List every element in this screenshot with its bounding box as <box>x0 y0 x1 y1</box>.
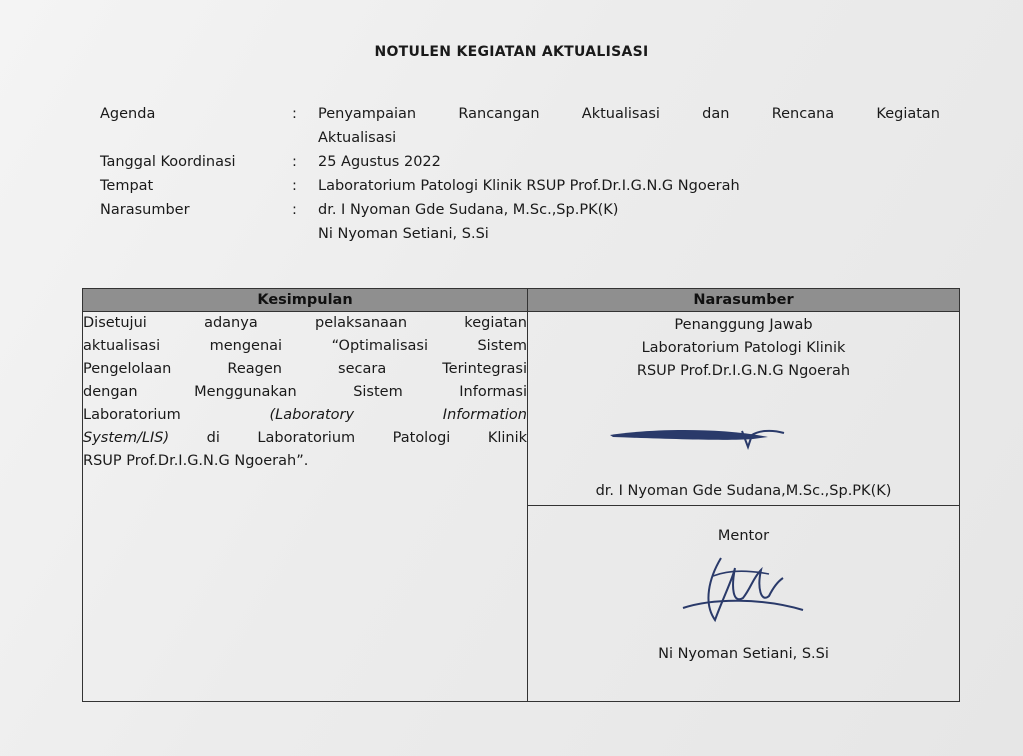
agenda-row-cont <box>100 130 940 154</box>
pj-unit: Laboratorium Patologi Klinik <box>641 340 846 356</box>
kesimpulan-line5-italic: (Laboratory Information <box>269 407 527 423</box>
kesimpulan-line5-prefix: Laboratorium <box>83 407 181 423</box>
header-narasumber: Narasumber <box>528 289 960 312</box>
kesimpulan-line6-rest: di Laboratorium Patologi Klinik <box>169 430 527 446</box>
meta-section <box>100 106 940 250</box>
tanggal-value: 25 Agustus 2022 <box>318 154 441 170</box>
kesimpulan-line: Pengelolaan Reagen secara Terintegrasi <box>83 361 527 377</box>
kesimpulan-line: Disetujui adanya pelaksanaan kegiatan <box>83 315 527 331</box>
kesimpulan-line: dengan Menggunakan Sistem Informasi <box>83 384 527 400</box>
header-kesimpulan: Kesimpulan <box>83 289 528 312</box>
tanggal-label: Tanggal Koordinasi <box>100 154 236 170</box>
document-title: NOTULEN KEGIATAN AKTUALISASI <box>374 44 649 60</box>
tempat-row <box>100 178 940 202</box>
agenda-value-line2: Aktualisasi <box>318 130 397 146</box>
signature-mentor <box>528 544 959 630</box>
kesimpulan-line: aktualisasi mengenai “Optimalisasi Sistem <box>83 338 527 354</box>
narasumber-value-2: Ni Nyoman Setiani, S.Si <box>318 226 489 242</box>
kesimpulan-cell <box>83 312 528 702</box>
narasumber-row <box>100 202 940 226</box>
kesimpulan-text <box>83 312 527 473</box>
narasumber-row-cont <box>100 226 940 250</box>
pj-institution: RSUP Prof.Dr.I.G.N.G Ngoerah <box>636 363 851 379</box>
mentor-name: Ni Nyoman Setiani, S.Si <box>658 646 829 662</box>
tempat-label: Tempat <box>100 178 154 194</box>
colon: : <box>292 154 297 170</box>
pj-title: Penanggung Jawab <box>674 317 813 333</box>
colon: : <box>292 106 297 122</box>
agenda-label: Agenda <box>100 106 156 122</box>
kesimpulan-table <box>82 288 960 702</box>
tempat-value: Laboratorium Patologi Klinik RSUP Prof.Dr.I.G.N.G Ngoerah <box>318 178 740 194</box>
kesimpulan-line <box>83 404 527 427</box>
kesimpulan-line6-italic: System/LIS) <box>83 430 170 446</box>
narasumber-label: Narasumber <box>100 202 190 218</box>
tanggal-row <box>100 154 940 178</box>
narasumber-value-1: dr. I Nyoman Gde Sudana, M.Sc.,Sp.PK(K) <box>318 202 619 218</box>
signature-pj <box>528 383 959 483</box>
colon: : <box>292 178 297 194</box>
mentor-cell <box>528 506 960 702</box>
agenda-value-line1: Penyampaian Rancangan Aktualisasi dan Rencana Kegiatan <box>318 106 940 122</box>
kesimpulan-line <box>83 427 527 450</box>
agenda-row <box>100 106 940 130</box>
kesimpulan-line: RSUP Prof.Dr.I.G.N.G Ngoerah”. <box>83 453 309 469</box>
colon: : <box>292 202 297 218</box>
mentor-title: Mentor <box>717 528 770 544</box>
pj-name: dr. I Nyoman Gde Sudana,M.Sc.,Sp.PK(K) <box>595 483 892 499</box>
penanggung-jawab-cell <box>528 312 960 506</box>
